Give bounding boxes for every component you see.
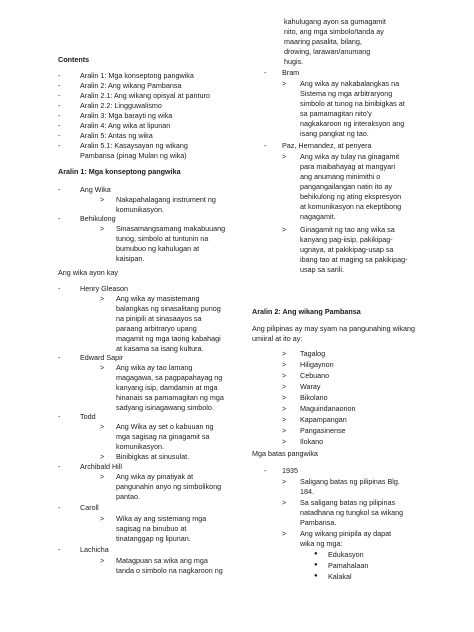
arrow-marker: > xyxy=(100,294,105,303)
bullet-dot: ● xyxy=(314,573,318,579)
list-bullet: - xyxy=(264,141,267,150)
author-todd: Todd xyxy=(80,412,96,421)
toc-item: Aralin 5.1: Kasaysayan ng wikang xyxy=(80,141,188,150)
definition-line: sadyang isinagawang simbolo. xyxy=(116,403,214,412)
toc-item: Aralin 5: Antas ng wika xyxy=(80,131,153,140)
definition-line: Matagpuan sa wika ang mga xyxy=(116,556,208,565)
definition-line: kanyang isip, damdamin at mga xyxy=(116,383,218,392)
definition-line: mga sagisag na ginagamit sa xyxy=(116,432,210,441)
definition-line: komunikasyon. xyxy=(116,442,164,451)
definition-line: hinanais sa pamamagitan ng mga xyxy=(116,393,224,402)
arrow-marker: > xyxy=(282,79,287,88)
arrow-marker: > xyxy=(282,498,287,507)
toc-item: Aralin 2.2: Lingguwalismo xyxy=(80,101,162,110)
definition-line: Pambansa. xyxy=(300,518,337,527)
definition-line: na pinipili at sinasaayos sa xyxy=(116,314,202,323)
language-item: Bikolano xyxy=(300,393,328,402)
language-item: Maguindanaonon xyxy=(300,404,356,413)
definition-line: pangangailangan natin ito ay xyxy=(300,182,392,191)
language-item: Hiligaynon xyxy=(300,360,334,369)
list-bullet: - xyxy=(58,81,61,90)
author-hill: Archibald Hill xyxy=(80,462,122,471)
arrow-marker: > xyxy=(282,529,287,538)
author-bram: Bram xyxy=(282,68,300,77)
arrow-marker: > xyxy=(100,363,105,372)
arrow-marker: > xyxy=(282,152,287,161)
toc-item: Aralin 2.1: Ang wikang opisyal at panturo xyxy=(80,91,210,100)
toc-item: Aralin 2: Ang wikang Pambansa xyxy=(80,81,182,90)
definition-line: Ang wika ay tulay na ginagamit xyxy=(300,152,400,161)
sub-item: Pamahalaan xyxy=(328,561,369,570)
toc-item: Aralin 3: Mga barayti ng wika xyxy=(80,111,173,120)
definition-line: at komunikasyon na ekeptibong xyxy=(300,202,402,211)
list-bullet: - xyxy=(58,141,61,150)
contents-heading: Contents xyxy=(58,55,90,64)
definition-line: Ang wikang pinipila ay dapat xyxy=(300,529,392,538)
definition-line: Ang wika ay pinatiyak at xyxy=(116,472,194,481)
definition-line: natadhana ng tungkol sa wikang xyxy=(300,508,404,517)
arrow-marker: > xyxy=(282,360,287,369)
list-bullet: - xyxy=(58,545,61,554)
bullet-dot: ● xyxy=(314,551,318,557)
definition-line: ibang tao at maging sa pakikipag- xyxy=(300,255,408,264)
language-item: Tagalog xyxy=(300,349,326,358)
definition-line: drowing, larawan/anumang xyxy=(284,47,371,56)
section-label: Mga batas pangwika xyxy=(252,449,318,458)
definition-line: sagisag na binubuo at xyxy=(116,524,187,533)
arrow-marker: > xyxy=(100,514,105,523)
list-bullet: - xyxy=(58,284,61,293)
definition-line: tanda o simbolo na nagkaroon ng xyxy=(116,566,223,575)
definition-line: maaring pasalita, bilang, xyxy=(284,37,362,46)
toc-item: Pambansa (pinag Mulan ng wika) xyxy=(80,151,187,160)
arrow-marker: > xyxy=(282,404,287,413)
definition-line: behikulong ng ating ekspresyon xyxy=(300,192,402,201)
definition-line: 184. xyxy=(300,487,314,496)
language-item: Kapampangan xyxy=(300,415,347,424)
definition-line: magamit ng mga taong kabahagi xyxy=(116,334,221,343)
definition-line: Binibigkas at sinusulat. xyxy=(116,452,190,461)
definition-line: para maibahayag at mangyari xyxy=(300,162,396,171)
definition-line: kaisipan. xyxy=(116,254,145,263)
definition-line: nagagamit. xyxy=(300,212,336,221)
definition-line: kanyang pag-iisip, pakikipag- xyxy=(300,235,393,244)
arrow-marker: > xyxy=(100,422,105,431)
definition-line: pangunahin anyo ng simbolikong xyxy=(116,482,222,491)
section-label: Ang wika ayon kay xyxy=(58,268,118,277)
definition-line: Nakapahalagang instrument ng xyxy=(116,195,216,204)
list-bullet: - xyxy=(58,214,61,223)
toc-item: Aralin 1: Mga konseptong pangwika xyxy=(80,71,194,80)
list-bullet: - xyxy=(58,185,61,194)
list-bullet: - xyxy=(58,71,61,80)
definition-line: bumubuo ng kahulugan at xyxy=(116,244,200,253)
author-gleason: Henry Gleason xyxy=(80,284,128,293)
definition-line: magagawa, sa pagpapahayag ng xyxy=(116,373,223,382)
language-item: Pangasinense xyxy=(300,426,346,435)
language-item: Ilokano xyxy=(300,437,324,446)
author-sapir: Edward Sapir xyxy=(80,353,124,362)
term-behikulong: Behikulong xyxy=(80,214,116,223)
arrow-marker: > xyxy=(282,437,287,446)
list-bullet: - xyxy=(58,353,61,362)
list-bullet: - xyxy=(58,111,61,120)
bullet-dot: ● xyxy=(314,562,318,568)
definition-line: komunikasyon. xyxy=(116,205,164,214)
author-lachicha: Lachicha xyxy=(80,545,109,554)
list-bullet: - xyxy=(58,462,61,471)
list-bullet: - xyxy=(58,101,61,110)
aralin1-heading: Aralin 1: Mga konseptong pangwika xyxy=(58,167,181,176)
arrow-marker: > xyxy=(282,477,287,486)
definition-line: Sa saligang batas ng pilipinas xyxy=(300,498,396,507)
definition-line: nito, ang mga simbolo/tanda ay xyxy=(284,27,384,36)
list-bullet: - xyxy=(58,503,61,512)
definition-line: Saligang batas ng pilipinas Blg. xyxy=(300,477,400,486)
definition-line: kahulugang ayon sa gumagamit xyxy=(284,17,386,26)
definition-line: Wika ay ang sistemang mga xyxy=(116,514,207,523)
arrow-marker: > xyxy=(100,452,105,461)
aralin2-heading: Aralin 2: Ang wikang Pambansa xyxy=(252,307,361,316)
definition-line: simbolo at tunog na binibigkas at xyxy=(300,99,405,108)
definition-line: ugnaya, at pakikipag-usap sa xyxy=(300,245,394,254)
definition-line: tunog, simbolo at tuntunin na xyxy=(116,234,209,243)
intro-line: Ang pilipinas ay may syam na pangunahing wikang xyxy=(252,324,416,333)
language-item: Cebuano xyxy=(300,371,330,380)
definition-line: Ang wika ay nakabalangkas na xyxy=(300,79,400,88)
definition-line: ang anumang minimithi o xyxy=(300,172,381,181)
definition-line: balangkas ng sinasalitang punog xyxy=(116,304,221,313)
arrow-marker: > xyxy=(100,195,105,204)
list-bullet: - xyxy=(58,121,61,130)
list-bullet: - xyxy=(264,466,267,475)
definition-line: Sistema ng mga arbitraryong xyxy=(300,89,393,98)
toc-item: Aralin 4: Ang wika at lipunan xyxy=(80,121,171,130)
definition-line: isang pangkat ng tao. xyxy=(300,129,369,138)
definition-line: sa pamamagitan nito'y xyxy=(300,109,372,118)
arrow-marker: > xyxy=(100,472,105,481)
arrow-marker: > xyxy=(282,393,287,402)
definition-line: paraang arbitraryo upang xyxy=(116,324,197,333)
arrow-marker: > xyxy=(100,224,105,233)
arrow-marker: > xyxy=(100,556,105,565)
intro-line: umiiral at ito ay: xyxy=(252,334,303,343)
definition-line: Ang Wika ay set o kabuuan ng xyxy=(116,422,214,431)
definition-line: hugis. xyxy=(284,57,304,66)
list-bullet: - xyxy=(58,91,61,100)
definition-line: nagkakaroon ng interaksyon ang xyxy=(300,119,405,128)
definition-line: pantao. xyxy=(116,492,140,501)
author-paz: Paz, Hernandez, at penyera xyxy=(282,141,372,150)
year-1935: 1935 xyxy=(282,466,298,475)
definition-line: usap sa sarili. xyxy=(300,265,344,274)
definition-line: Ang wika ay masistemang xyxy=(116,294,200,303)
arrow-marker: > xyxy=(282,382,287,391)
definition-line: tinatanggap ng lipunan. xyxy=(116,534,191,543)
definition-line: at kasama sa isang kultura. xyxy=(116,344,204,353)
term-ang-wika: Ang Wika xyxy=(80,185,111,194)
list-bullet: - xyxy=(264,68,267,77)
definition-line: Ginagamit ng tao ang wika sa xyxy=(300,225,395,234)
sub-item: Edukasyon xyxy=(328,550,364,559)
arrow-marker: > xyxy=(282,225,287,234)
language-item: Waray xyxy=(300,382,321,391)
definition-line: Sinasamangsamang makabuuang xyxy=(116,224,226,233)
definition-line: wika ng mga: xyxy=(300,539,343,548)
list-bullet: - xyxy=(58,412,61,421)
arrow-marker: > xyxy=(282,349,287,358)
arrow-marker: > xyxy=(282,415,287,424)
sub-item: Kalakal xyxy=(328,572,352,581)
arrow-marker: > xyxy=(282,371,287,380)
author-caroll: Caroll xyxy=(80,503,99,512)
arrow-marker: > xyxy=(282,426,287,435)
definition-line: Ang wika ay tao lamang xyxy=(116,363,193,372)
list-bullet: - xyxy=(58,131,61,140)
